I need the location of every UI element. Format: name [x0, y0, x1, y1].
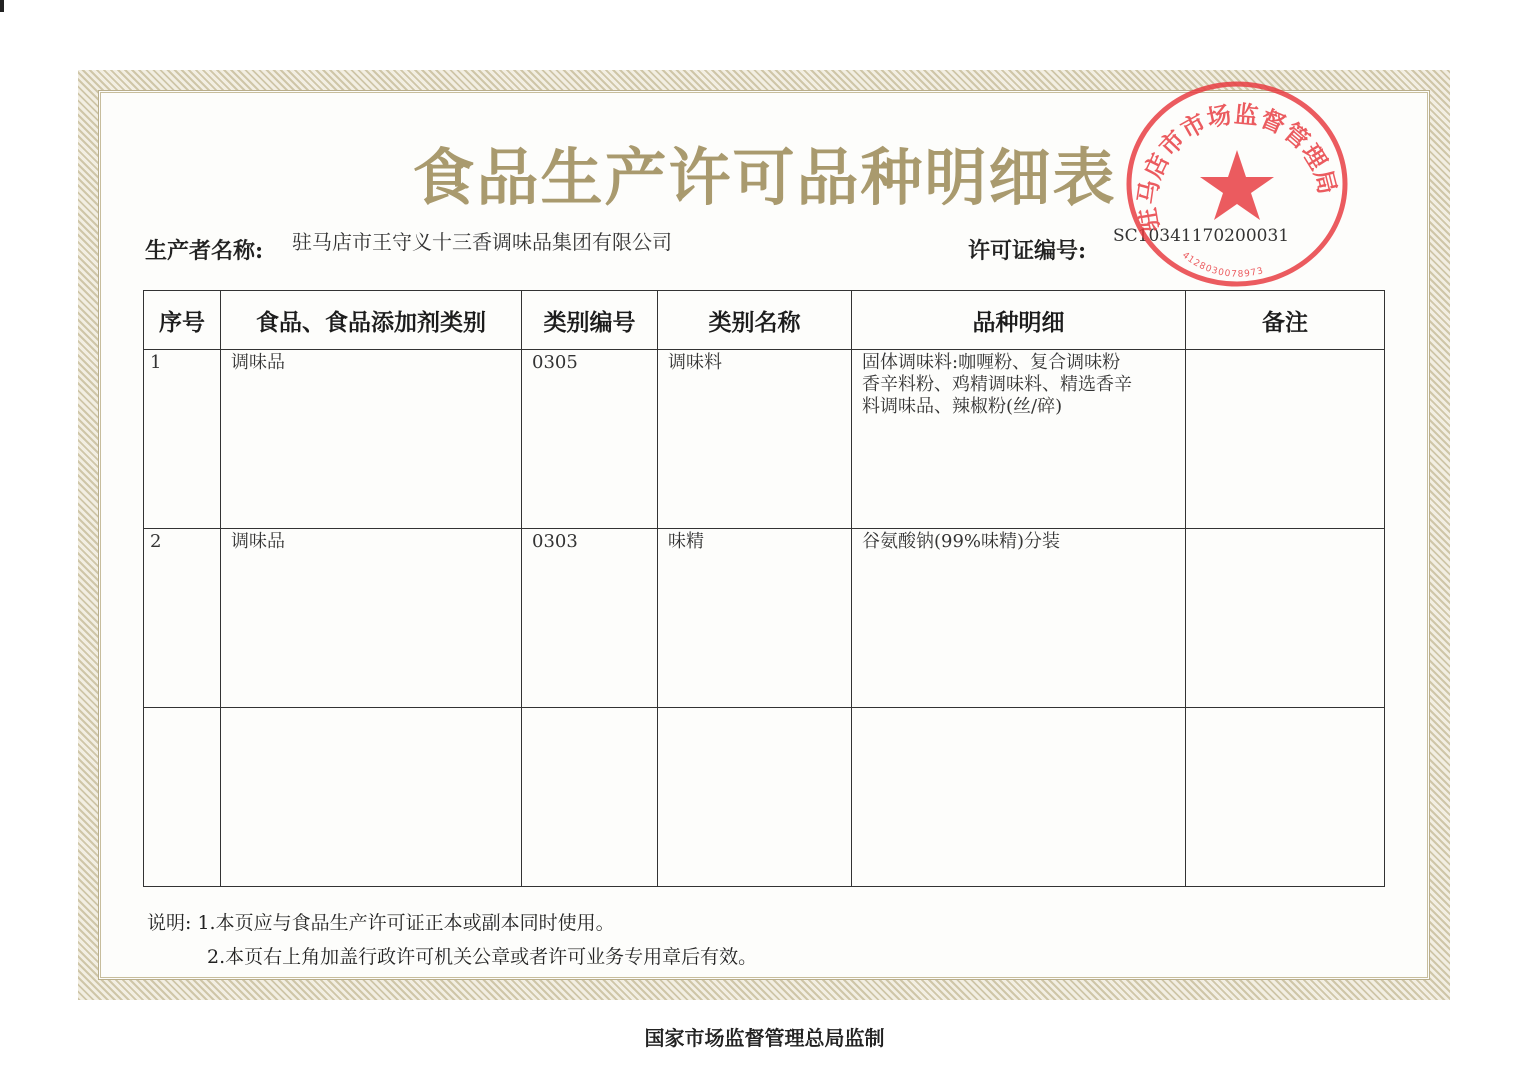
cell-no: 2	[144, 529, 221, 708]
header-remarks: 备注	[1186, 291, 1385, 350]
cell-category: 调味品	[221, 350, 522, 529]
cell-remarks	[1186, 529, 1385, 708]
note-prefix: 说明:	[147, 912, 192, 934]
note-text-1: 1.本页应与食品生产许可证正本或副本同时使用。	[197, 912, 615, 934]
note-line-2: 2.本页右上角加盖行政许可机关公章或者许可业务专用章后有效。	[207, 946, 758, 968]
producer-name: 驻马店市王守义十三香调味品集团有限公司	[292, 230, 672, 254]
cell-category-name	[658, 708, 852, 887]
header-no: 序号	[144, 291, 221, 350]
table-row	[144, 529, 1385, 708]
notes	[147, 906, 757, 974]
corner-mark	[0, 0, 4, 12]
cell-category-name: 调味料	[658, 350, 852, 529]
note-line-1	[147, 906, 757, 940]
producer-label: 生产者名称:	[145, 238, 264, 264]
license-label: 许可证编号:	[968, 238, 1087, 264]
header-code: 类别编号	[522, 291, 658, 350]
license-number: SC10341170200031	[1113, 226, 1290, 246]
variety-table	[143, 290, 1385, 887]
header-category: 食品、食品添加剂类别	[221, 291, 522, 350]
official-seal-icon	[1122, 80, 1352, 290]
detail-line: 料调味品、辣椒粉(丝/碎)	[862, 396, 1063, 417]
seal-text: 驻马店市市场监督管理局	[1132, 98, 1343, 235]
cell-code	[522, 708, 658, 887]
cell-category: 调味品	[221, 529, 522, 708]
detail-line: 香辛料粉、鸡精调味料、精选香辛	[862, 374, 1132, 395]
cell-details	[852, 529, 1186, 708]
seal-code: 4128030078973	[1180, 250, 1266, 280]
table-header-row	[144, 291, 1385, 350]
detail-line: 固体调味料:咖喱粉、复合调味粉	[862, 352, 1121, 373]
table-row-empty	[144, 708, 1385, 887]
cell-details	[852, 350, 1186, 529]
cell-category	[221, 708, 522, 887]
cell-code: 0303	[522, 529, 658, 708]
document-title: 食品生产许可品种明细表	[412, 141, 1117, 214]
header-details: 品种明细	[852, 291, 1186, 350]
detail-line: 谷氨酸钠(99%味精)分装	[862, 531, 1061, 552]
header-category-name: 类别名称	[658, 291, 852, 350]
cell-code: 0305	[522, 350, 658, 529]
cell-no	[144, 708, 221, 887]
cell-category-name: 味精	[658, 529, 852, 708]
cell-no: 1	[144, 350, 221, 529]
cell-remarks	[1186, 708, 1385, 887]
cell-remarks	[1186, 350, 1385, 529]
table-row	[144, 350, 1385, 529]
cell-details	[852, 708, 1186, 887]
footer-supervisor: 国家市场监督管理总局监制	[644, 1026, 885, 1050]
